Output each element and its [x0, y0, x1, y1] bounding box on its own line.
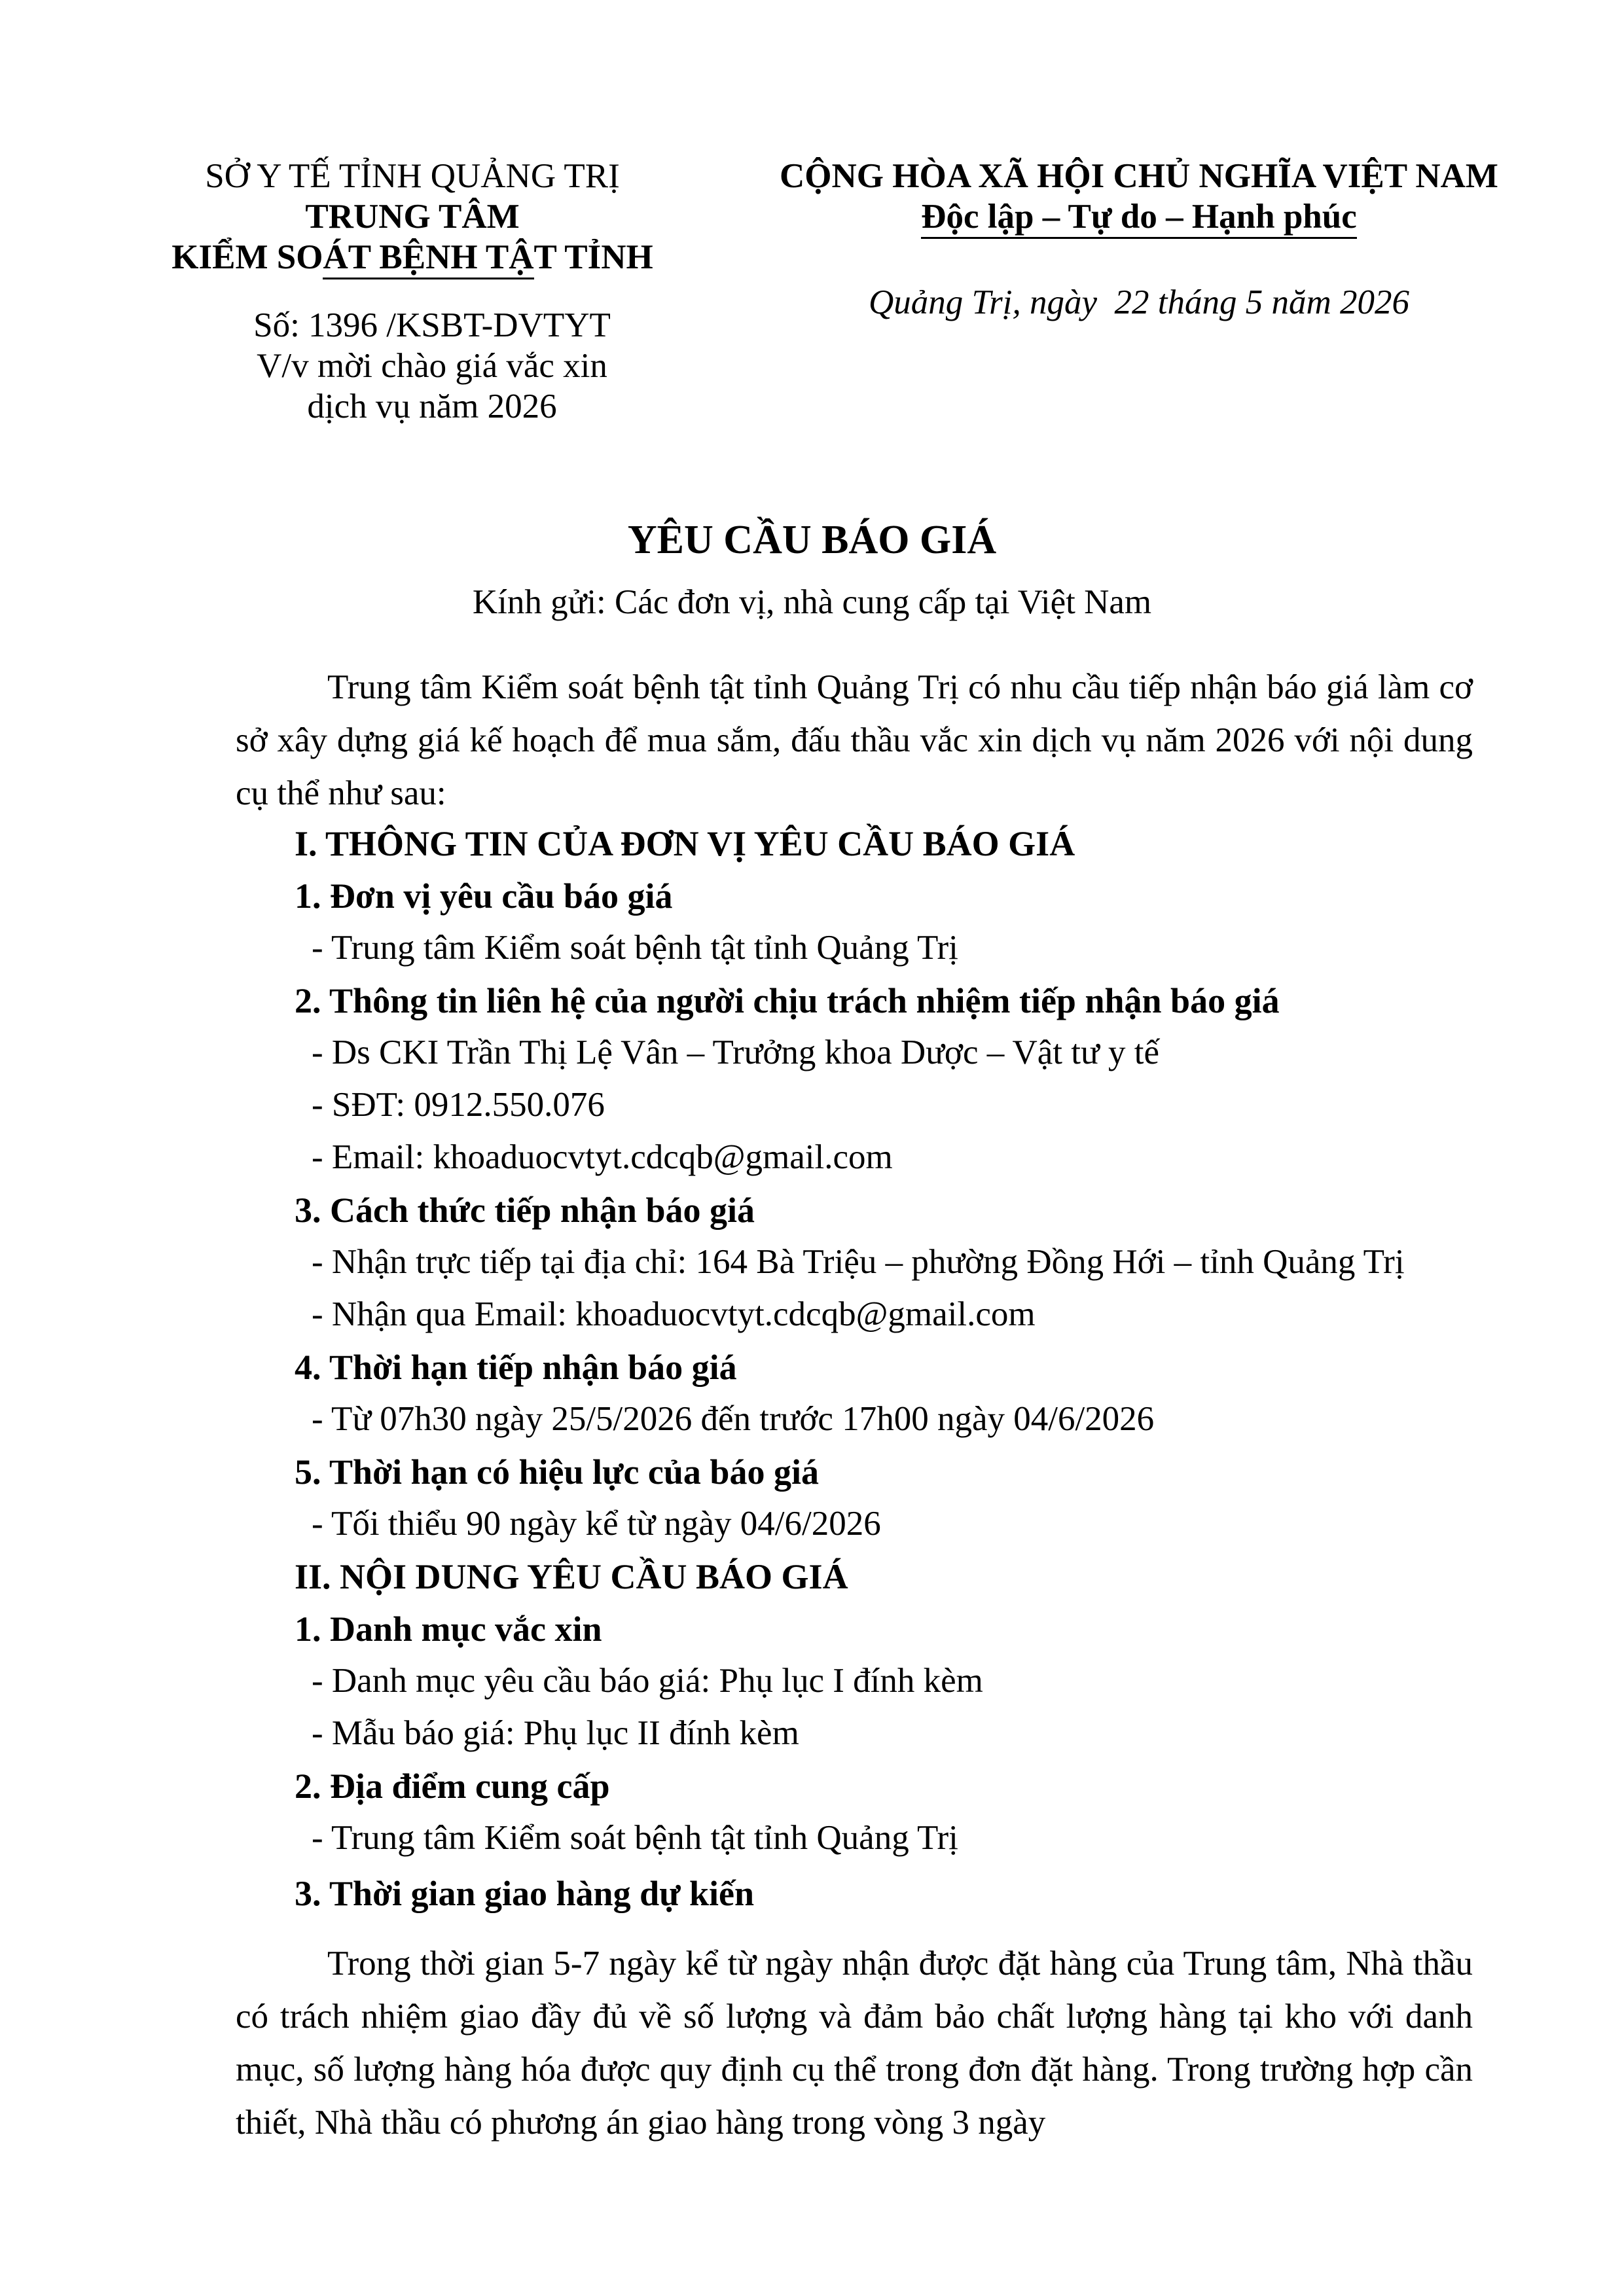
section-1-item-1-heading: 1. Đơn vị yêu cầu báo giá — [295, 876, 673, 916]
section-2-item-3-heading: 3. Thời gian giao hàng dự kiến — [295, 1874, 755, 1913]
org-name-underlined-part: ÁT BỆNH TẬ — [323, 238, 533, 279]
contact-person: - Ds CKI Trần Thị Lệ Vân – Trưởng khoa Dược – Vật tư y tế — [312, 1033, 1159, 1071]
issuing-agency-block — [144, 156, 681, 278]
document-number: Số: 1396 /KSBT-DVTYT — [253, 306, 611, 344]
section-2-item-1-heading: 1. Danh mục vắc xin — [295, 1609, 602, 1649]
recipient-line: Kính gửi: Các đơn vị, nhà cung cấp tại Việt Nam — [472, 583, 1152, 621]
section-1-item-1-text: - Trung tâm Kiểm soát bệnh tật tỉnh Quảng Trị — [312, 929, 958, 967]
org-name-part3: T TỈNH — [533, 238, 653, 276]
place-date-prefix: Quảng Trị, ngày — [869, 283, 1097, 321]
vaccine-list-appendix: - Danh mục yêu cầu báo giá: Phụ lục I đính kèm — [312, 1662, 983, 1700]
receive-by-email: - Nhận qua Email: khoaduocvtyt.cdcqb@gmail.com — [312, 1295, 1036, 1333]
delivery-location: - Trung tâm Kiểm soát bệnh tật tỉnh Quảng Trị — [312, 1819, 958, 1857]
org-name-part1: KIỂM SO — [171, 238, 323, 276]
contact-email: - Email: khoaduocvtyt.cdcqb@gmail.com — [312, 1138, 893, 1176]
national-motto: Độc lập – Tự do – Hạnh phúc — [746, 196, 1532, 237]
contact-phone: - SĐT: 0912.550.076 — [312, 1086, 605, 1124]
quote-form-appendix: - Mẫu báo giá: Phụ lục II đính kèm — [312, 1714, 799, 1752]
place-and-date — [746, 283, 1532, 322]
section-1-item-4-heading: 4. Thời hạn tiếp nhận báo giá — [295, 1348, 737, 1387]
section-2-item-2-heading: 2. Địa điểm cung cấp — [295, 1767, 610, 1806]
section-2-heading: II. NỘI DUNG YÊU CẦU BÁO GIÁ — [295, 1557, 848, 1596]
organization-name-line1: TRUNG TÂM — [305, 198, 520, 236]
intro-paragraph: Trung tâm Kiểm soát bệnh tật tỉnh Quảng Trị có nhu cầu tiếp nhận báo giá làm cơ sở xây dựng giá kế hoạch để mua sắm, đấu thầu vắc xin dịch vụ năm 2026 với nội dung cụ thể như sau: — [236, 668, 1473, 812]
receipt-period: - Từ 07h30 ngày 25/5/2026 đến trước 17h00 ngày 04/6/2026 — [312, 1400, 1155, 1438]
receive-direct-address: - Nhận trực tiếp tại địa chỉ: 164 Bà Triệu – phường Đồng Hới – tỉnh Quảng Trị — [312, 1243, 1405, 1281]
section-1-item-3-heading: 3. Cách thức tiếp nhận báo giá — [295, 1191, 755, 1230]
document-title: YÊU CẦU BÁO GIÁ — [627, 518, 997, 562]
country-name: CỘNG HÒA XÃ HỘI CHỦ NGHĨA VIỆT NAM — [780, 157, 1498, 195]
subject-line-1: V/v mời chào giá vắc xin — [257, 347, 607, 385]
section-1-heading: I. THÔNG TIN CỦA ĐƠN VỊ YÊU CẦU BÁO GIÁ — [295, 824, 1075, 863]
department-name: SỞ Y TẾ TỈNH QUẢNG TRỊ — [205, 157, 620, 195]
national-heading-block — [746, 156, 1532, 237]
validity-period: - Tối thiểu 90 ngày kể từ ngày 04/6/2026 — [312, 1505, 881, 1543]
section-1-item-5-heading: 5. Thời hạn có hiệu lực của báo giá — [295, 1452, 819, 1492]
section-1-item-2-heading: 2. Thông tin liên hệ của người chịu trách nhiệm tiếp nhận báo giá — [295, 981, 1280, 1020]
delivery-time-paragraph: Trong thời gian 5-7 ngày kể từ ngày nhận được đặt hàng của Trung tâm, Nhà thầu có trách nhiệm giao đầy đủ về số lượng và đảm bảo chất lượng hàng tại kho với danh mục, số lượng hàng hóa được quy định cụ thể trong đơn đặt hàng. Trong trường hợp cần thiết, Nhà thầu có phương án giao hàng trong vòng 3 ngày — [236, 1945, 1473, 2142]
subject-line-2: dịch vụ năm 2026 — [307, 387, 557, 425]
date-day: 22 — [1114, 283, 1149, 321]
place-date-suffix: tháng 5 năm 2026 — [1157, 283, 1409, 321]
organization-name-line2 — [144, 237, 681, 278]
document-reference-block — [209, 305, 655, 427]
